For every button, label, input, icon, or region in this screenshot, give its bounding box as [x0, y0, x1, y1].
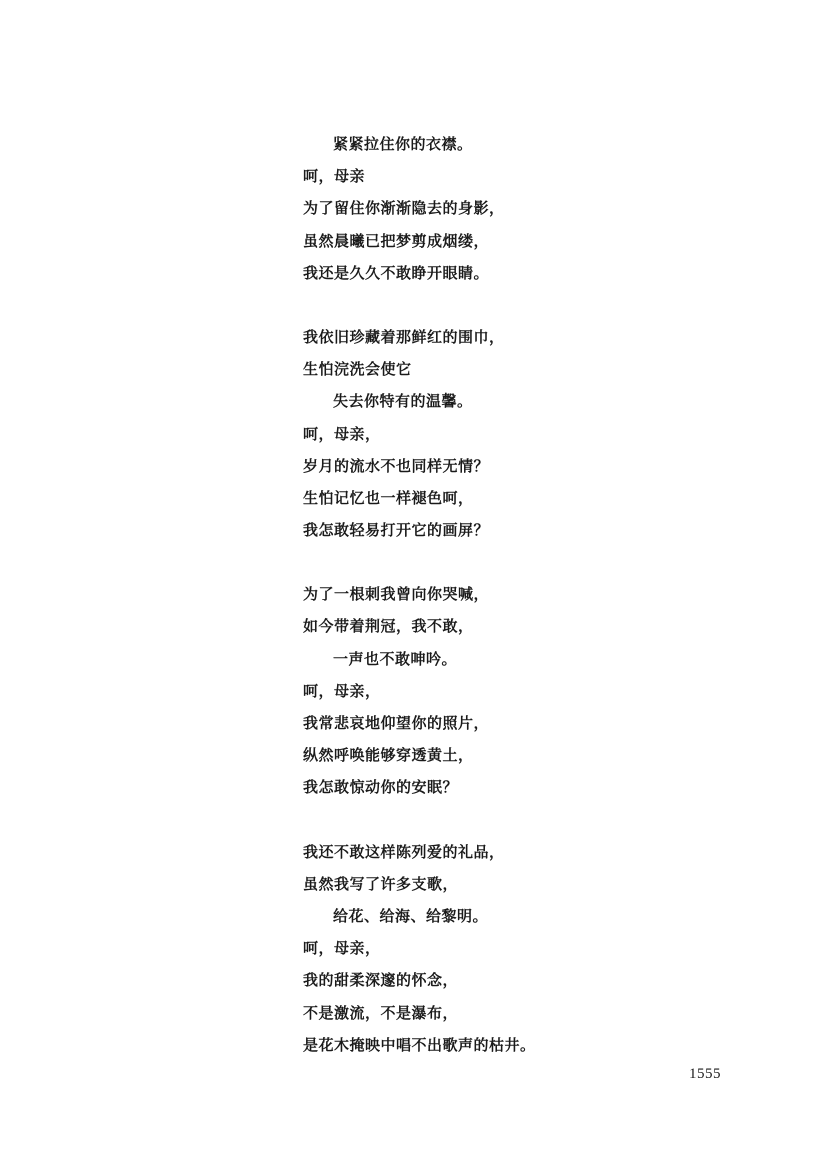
poem-body	[303, 128, 723, 1061]
poem-line: 呵，母亲	[303, 167, 366, 186]
stanza	[303, 321, 723, 546]
poem-line: 我常悲哀地仰望你的照片，	[303, 714, 490, 732]
poem-line: 如今带着荆冠，我不敢，	[303, 617, 474, 636]
poem-line: 我还不敢这样陈列爱的礼品，	[303, 842, 505, 861]
poem-line: 为了留住你渐渐隐去的身影，	[303, 199, 505, 218]
page-number: 1555	[689, 1066, 721, 1082]
poem-line: 纵然呼唤能够穿透黄土，	[303, 746, 474, 765]
poem-line: 岁月的流水不也同样无情？	[303, 456, 490, 475]
poem-line: 一声也不敢呻吟。	[333, 649, 458, 668]
poem-line: 虽然我写了许多支歌，	[303, 874, 459, 893]
poem-line: 为了一根刺我曾向你哭喊，	[303, 585, 490, 604]
stanza-gap	[303, 546, 723, 578]
poem-line: 呵，母亲，	[303, 939, 381, 958]
poem-line: 呵，母亲，	[303, 681, 381, 700]
poem-line: 呵，母亲，	[303, 424, 381, 443]
stanza	[303, 578, 723, 803]
poem-line: 不是激流，不是瀑布，	[303, 1003, 459, 1022]
poem-line: 生怕记忆也一样褪色呵，	[303, 488, 474, 507]
stanza	[303, 836, 723, 1061]
stanza	[303, 128, 723, 289]
poem-line: 我还是久久不敢睁开眼睛。	[303, 263, 490, 282]
poem-line: 给花、给海、给黎明。	[333, 906, 489, 925]
poem-line: 虽然晨曦已把梦剪成烟缕，	[303, 231, 490, 250]
poem-line: 我的甜柔深邃的怀念，	[303, 971, 459, 990]
stanza-gap	[303, 804, 723, 836]
poem-line: 失去你特有的温馨。	[333, 392, 473, 411]
poem-line: 我依旧珍藏着那鲜红的围巾，	[303, 327, 505, 346]
stanza-gap	[303, 289, 723, 321]
poem-line: 是花木掩映中唱不出歌声的枯井。	[303, 1035, 536, 1054]
poem-line: 紧紧拉住你的衣襟。	[333, 135, 473, 153]
poem-line: 我怎敢惊动你的安眠？	[303, 778, 459, 797]
poem-line: 生怕浣洗会使它	[303, 360, 412, 379]
poem-line: 我怎敢轻易打开它的画屏？	[303, 521, 490, 540]
